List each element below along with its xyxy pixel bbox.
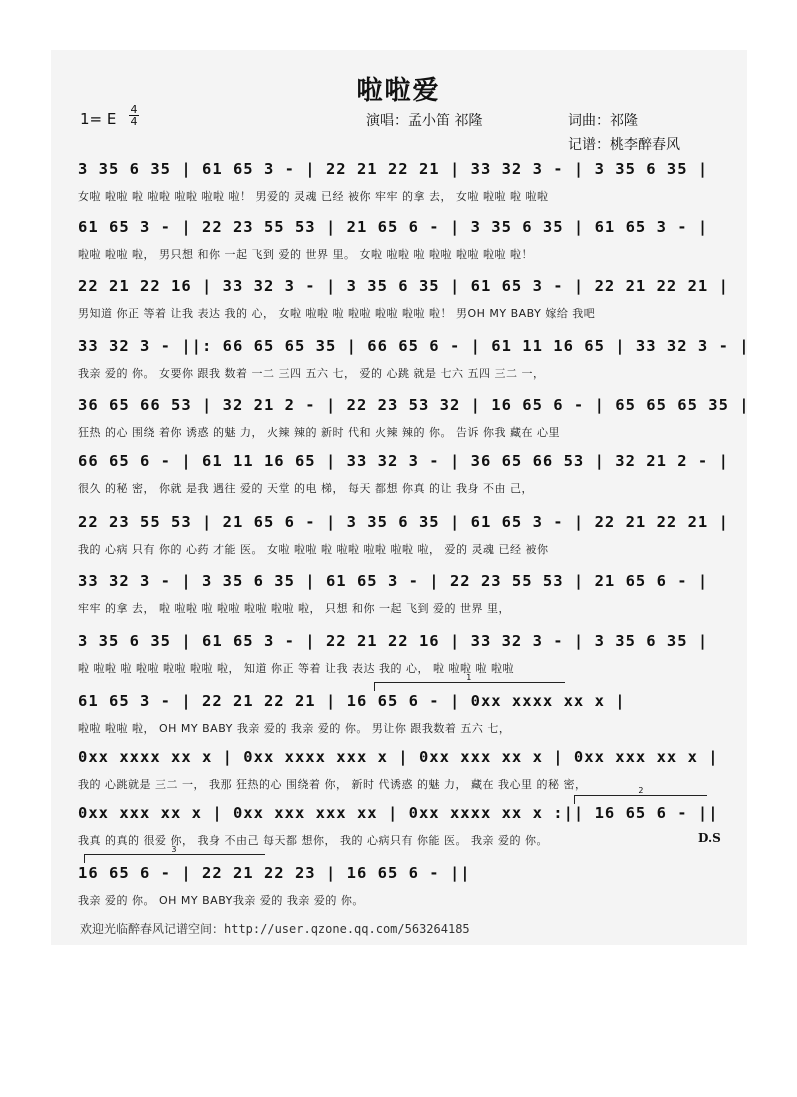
score-row (78, 513, 729, 569)
notation-line: 22 21 22 16 | 33 32 3 - | 3 35 6 35 | 61 65 3 - | 22 21 22 21 | (78, 277, 729, 295)
key-signature: 1= E (80, 110, 117, 128)
score-row (78, 277, 729, 333)
notation-line: 33 32 3 - ||: 66 65 65 35 | 66 65 6 - | 61 11 16 65 | 33 32 3 - | (78, 337, 750, 355)
lyrics-line: 我真 的真的 很爱 你， 我身 不由己 每天都 想你， 我的 心病只有 你能 医。 我亲 爱的 你。 (78, 834, 548, 847)
time-signature-bottom: 4 (130, 115, 138, 128)
lyrics-line: 很久 的秘 密， 你就 是我 遇往 爱的 天堂 的电 梯， 每天 都想 你真 的让 我身 不由 己， (78, 482, 533, 495)
notation-line: 3 35 6 35 | 61 65 3 - | 22 21 22 21 | 33 32 3 - | 3 35 6 35 | (78, 160, 709, 178)
score-row (78, 337, 750, 393)
transcriber-credit: 记谱：桃李醉春风 (568, 137, 680, 153)
volta-bracket-3: 3 (84, 854, 265, 863)
notation-line: 61 65 3 - | 22 21 22 21 | 16 65 6 - | 0xx xxxx xx x | (78, 692, 626, 710)
score-row (78, 864, 718, 920)
footer-note: 欢迎光临醉春风记谱空间：http://user.qzone.qq.com/563264185 (80, 922, 470, 936)
notation-line: 36 65 66 53 | 32 21 2 - | 22 23 53 32 | 16 65 6 - | 65 65 65 35 | (78, 396, 750, 414)
score-row (78, 632, 718, 688)
time-signature-top: 4 (130, 103, 138, 116)
singers-credit: 演唱：孟小笛 祁隆 (366, 113, 483, 129)
score-row (78, 452, 729, 508)
time-signature (129, 104, 139, 127)
notation-line: 3 35 6 35 | 61 65 3 - | 22 21 22 16 | 33 32 3 - | 3 35 6 35 | (78, 632, 709, 650)
score-row (78, 218, 718, 274)
notation-line: 16 65 6 - | 22 21 22 23 | 16 65 6 - || (78, 864, 471, 882)
lyrics-line: 我的 心病 只有 你的 心药 才能 医。 女啦 啦啦 啦 啦啦 啦啦 啦啦 啦， 爱的 灵魂 已经 被你 (78, 543, 549, 556)
lyrics-line: 男知道 你正 等着 让我 表达 我的 心， 女啦 啦啦 啦 啦啦 啦啦 啦啦 啦！ 男OH MY BABY 嫁给 我吧 (78, 307, 596, 320)
lyrics-line: 我亲 爱的 你。 女要你 跟我 数着 一二 三四 五六 七， 爱的 心跳 就是 七六 五四 三二 一， (78, 367, 545, 380)
song-title: 啦啦爱 (356, 76, 441, 106)
notation-line: 33 32 3 - | 3 35 6 35 | 61 65 3 - | 22 23 55 53 | 21 65 6 - | (78, 572, 709, 590)
lyrics-line: 我的 心跳就是 三二 一， 我那 狂热的心 围绕着 你， 新时 代诱惑 的魅 力， 藏在 我心里 的秘 密， (78, 778, 587, 791)
score-row (78, 692, 718, 748)
score-row (78, 572, 718, 628)
lyrics-line: 我亲 爱的 你。 OH MY BABY我亲 爱的 我亲 爱的 你。 (78, 894, 364, 907)
lyrics-line: 啦啦 啦啦 啦， OH MY BABY 我亲 爱的 我亲 爱的 你。 男让你 跟我数着 五六 七， (78, 722, 511, 735)
lyrics-line: 牢牢 的拿 去， 啦 啦啦 啦 啦啦 啦啦 啦啦 啦， 只想 和你 一起 飞到 爱的 世界 里， (78, 602, 510, 615)
notation-line: 61 65 3 - | 22 23 55 53 | 21 65 6 - | 3 35 6 35 | 61 65 3 - | (78, 218, 709, 236)
notation-line: 22 23 55 53 | 21 65 6 - | 3 35 6 35 | 61 65 3 - | 22 21 22 21 | (78, 513, 729, 531)
lyrics-line: 啦 啦啦 啦 啦啦 啦啦 啦啦 啦， 知道 你正 等着 让我 表达 我的 心， 啦 啦啦 啦 啦啦 (78, 662, 514, 675)
ds-marking: D.S (698, 831, 721, 845)
lyrics-line: 狂热 的心 围绕 着你 诱惑 的魅 力， 火辣 辣的 新时 代和 火辣 辣的 你。 告诉 你我 藏在 心里 (78, 426, 560, 439)
volta-bracket-2: 2 (574, 795, 707, 804)
lyrics-line: 啦啦 啦啦 啦， 男只想 和你 一起 飞到 爱的 世界 里。 女啦 啦啦 啦 啦啦 啦啦 啦啦 啦！ (78, 248, 533, 261)
volta-bracket-1: 1 (374, 682, 565, 691)
notation-line: 66 65 6 - | 61 11 16 65 | 33 32 3 - | 36 65 66 53 | 32 21 2 - | (78, 452, 729, 470)
notation-line: 0xx xxxx xx x | 0xx xxxx xxx x | 0xx xxx xx x | 0xx xxx xx x | (78, 748, 719, 766)
score-row (78, 396, 750, 452)
composer-credit: 词曲：祁隆 (568, 113, 638, 129)
notation-line: 0xx xxx xx x | 0xx xxx xxx xx | 0xx xxxx xx x :|| 16 65 6 - || (78, 804, 719, 822)
lyrics-line: 女啦 啦啦 啦 啦啦 啦啦 啦啦 啦！ 男爱的 灵魂 已经 被你 牢牢 的拿 去， 女啦 啦啦 啦 啦啦 (78, 190, 549, 203)
score-row (78, 160, 718, 216)
